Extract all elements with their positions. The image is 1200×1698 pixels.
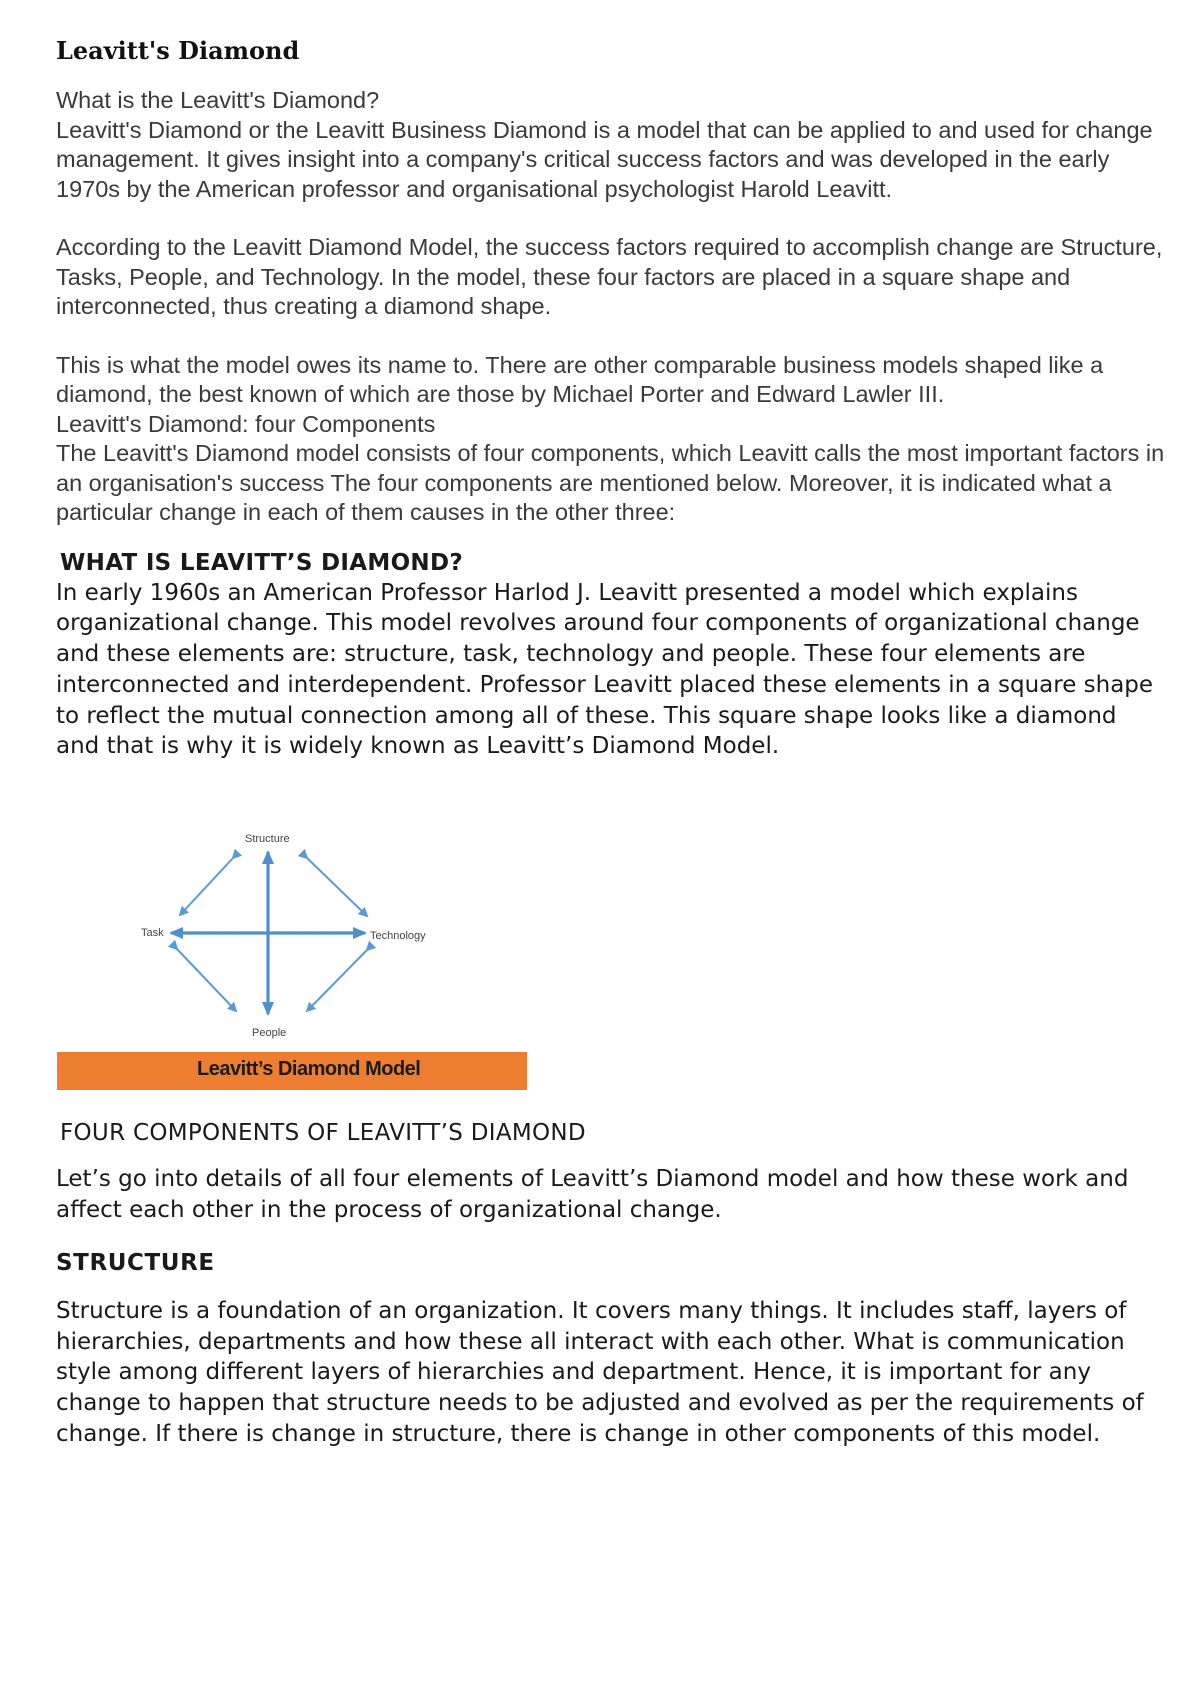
section-body-four-components: Let’s go into details of all four elements of Leavitt’s Diamond model and how these work and affect each other in the process of organizational change.: [56, 1166, 1129, 1224]
components-heading: Leavitt's Diamond: four Components: [56, 410, 436, 437]
intro-paragraph-4: The Leavitt's Diamond model consists of four components, which Leavitt calls the most important factors in an organisation's success The four components are mentioned below. Moreover, it is indicated what a particular change in each of them causes in the other three:: [56, 440, 1165, 525]
label-structure: Structure: [245, 833, 290, 846]
arrow-task-people: [177, 949, 236, 1011]
section-heading-structure: STRUCTURE: [56, 1249, 215, 1276]
figure-caption-bar: [57, 1052, 527, 1090]
arrow-structure-technology: [307, 858, 367, 916]
section-heading-what-is: WHAT IS LEAVITT’S DIAMOND?: [60, 549, 464, 576]
intro-paragraph-1: Leavitt's Diamond or the Leavitt Business Diamond is a model that can be applied to and used for change management. It gives insight into a company's critical success factors and was developed in the early 1970s by the American professor and organisational psychologist Harold Leavitt.: [56, 116, 1153, 202]
arrow-technology-people: [307, 950, 367, 1011]
diamond-diagram: [57, 822, 532, 1054]
intro-paragraph-3: This is what the model owes its name to. There are other comparable business models shaped like a diamond, the best known of which are those by Michael Porter and Edward Lawler III.: [56, 351, 1104, 407]
label-task: Task: [141, 927, 164, 940]
leavitt-diamond-figure: [57, 822, 532, 1092]
section-body-structure: Structure is a foundation of an organization. It covers many things. It includes staff, layers of hierarchies, departments and how these all interact with each other. What is communication style among different layers of hierarchies and department. Hence, it is important for any change to happen that structure needs to be adjusted and evolved as per the requirements of change. If there is change in structure, there is change in other components of this model.: [56, 1297, 1144, 1448]
figure-caption: Leavitt’s Diamond Model: [197, 1058, 421, 1081]
section-heading-four-components: FOUR COMPONENTS OF LEAVITT’S DIAMOND: [60, 1120, 586, 1147]
section-body-what-is: In early 1960s an American Professor Harlod J. Leavitt presented a model which explains organizational change. This model revolves around four components of organizational change and these elements are: structure, task, technology and people. These four elements are interconnected and interdependent. Professor Leavitt placed these elements in a square shape to reflect the mutual connection among all of these. This square shape looks like a diamond and that is why it is widely known as Leavitt’s Diamond Model.: [56, 579, 1154, 760]
label-technology: Technology: [370, 930, 426, 943]
intro-paragraph-2: According to the Leavitt Diamond Model, the success factors required to accomplish change are Structure, Tasks, People, and Technology. In the model, these four factors are placed in a square shape and interconnected, thus creating a diamond shape.: [56, 234, 1163, 319]
arrow-structure-task: [180, 858, 233, 915]
document-title: Leavitt's Diamond: [56, 36, 300, 65]
label-people: People: [252, 1027, 287, 1040]
intro-question: What is the Leavitt's Diamond?: [56, 87, 380, 113]
document-page: [56, 34, 1166, 1450]
